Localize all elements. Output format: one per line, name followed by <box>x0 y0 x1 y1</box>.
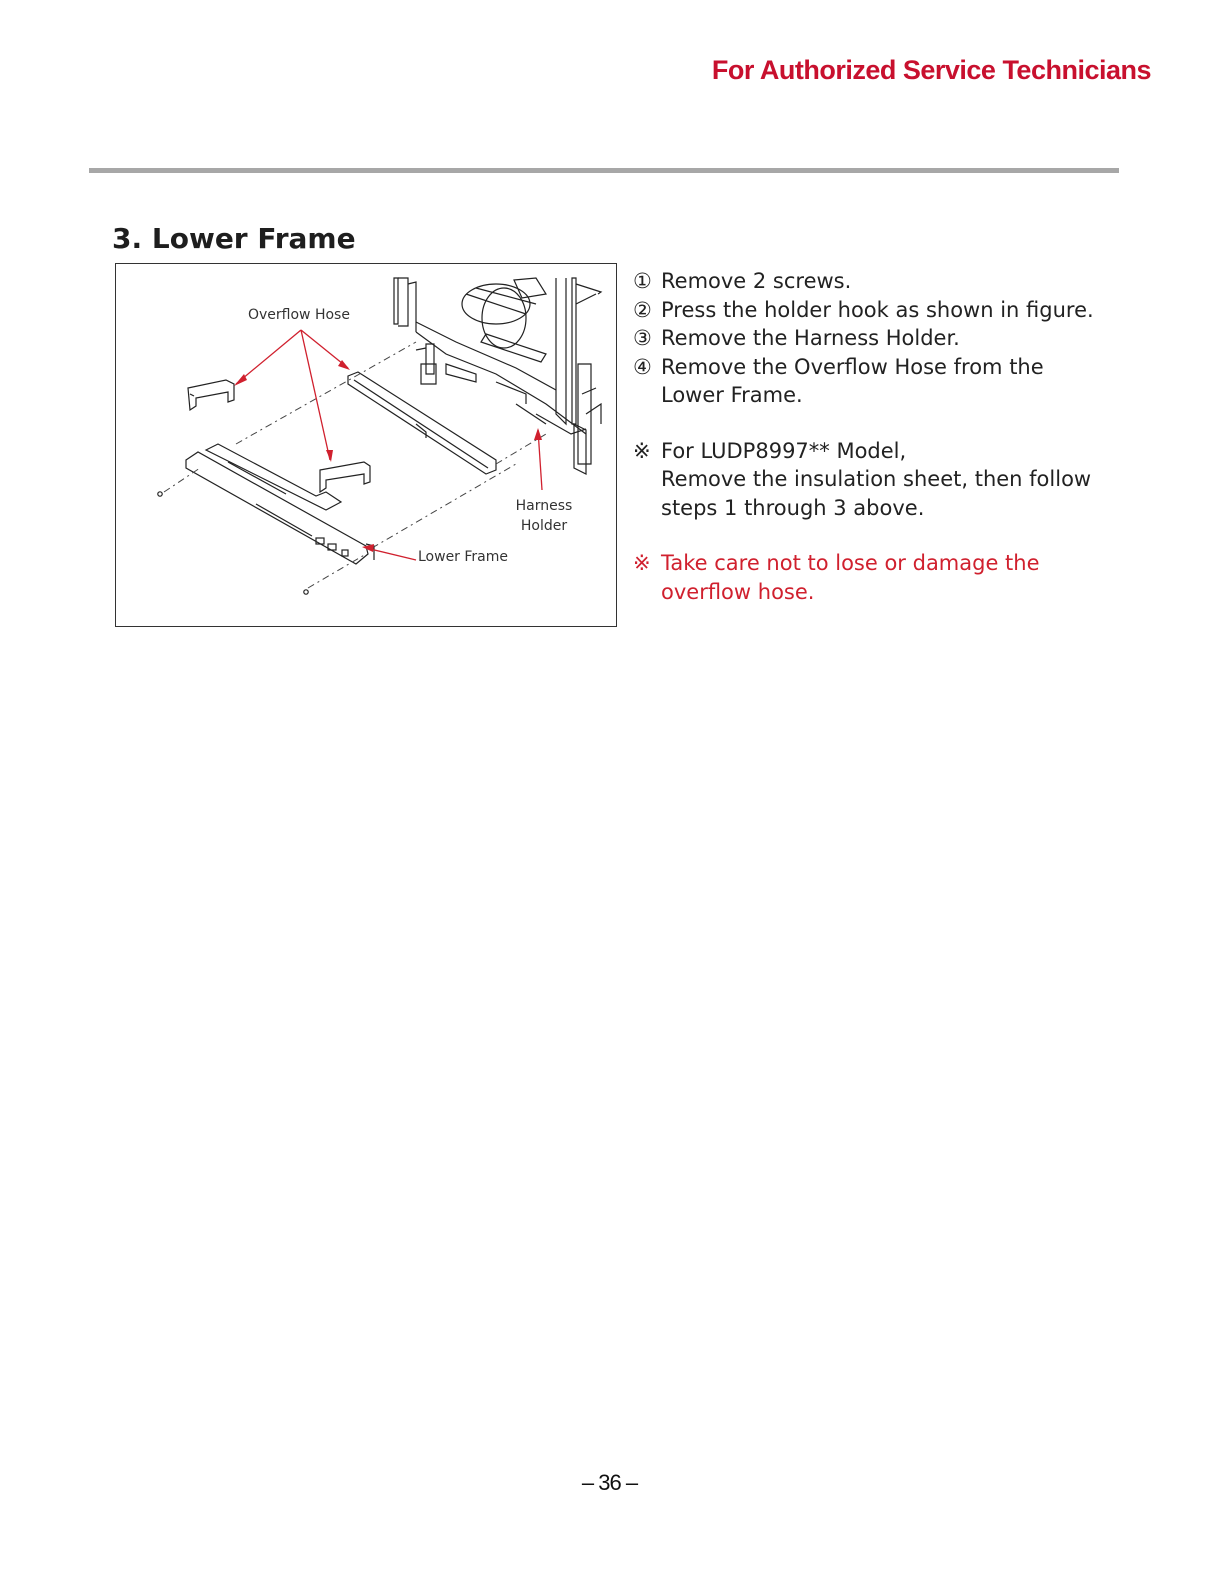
step-text: Press the holder hook as shown in figure. <box>661 297 1094 322</box>
step-number: ② <box>633 297 652 322</box>
disassembly-figure <box>115 263 617 627</box>
step-text: Remove 2 screws. <box>661 269 852 293</box>
note-model-line: For LUDP8997** Model, <box>661 438 907 463</box>
step-text: Remove the Harness Holder. <box>661 326 960 350</box>
caution-note <box>633 549 1103 606</box>
callout-harness-holder <box>512 496 576 536</box>
section-title: 3. Lower Frame <box>112 222 356 255</box>
step-number: ① <box>633 269 652 293</box>
exploded-view-drawing <box>116 264 618 628</box>
step-item <box>633 353 1103 410</box>
header-label: For Authorized Service Technicians <box>711 55 1151 85</box>
callout-harness-holder-line2: Holder <box>520 518 568 534</box>
callout-harness-holder-line1: Harness <box>515 498 573 514</box>
note-mark: ※ <box>633 438 651 463</box>
step-number: ④ <box>633 354 652 379</box>
page-number: – 36 – <box>581 1470 638 1495</box>
caution-mark: ※ <box>633 551 651 575</box>
step-item <box>633 324 1103 353</box>
step-item <box>633 296 1103 325</box>
step-item <box>633 267 1103 296</box>
caution-text: Take care not to lose or damage the overflow hose. <box>661 551 1040 604</box>
note-instruction-line: Remove the insulation sheet, then follow steps 1 through 3 above. <box>661 467 1092 520</box>
header-divider <box>89 168 1119 173</box>
model-note <box>633 437 1103 523</box>
callout-overflow-hose: Overflow Hose <box>248 307 350 323</box>
step-number: ③ <box>633 326 652 350</box>
step-text: Remove the Overflow Hose from the Lower Frame. <box>661 354 1044 407</box>
callout-lower-frame: Lower Frame <box>418 549 509 565</box>
instruction-list <box>633 267 1103 606</box>
